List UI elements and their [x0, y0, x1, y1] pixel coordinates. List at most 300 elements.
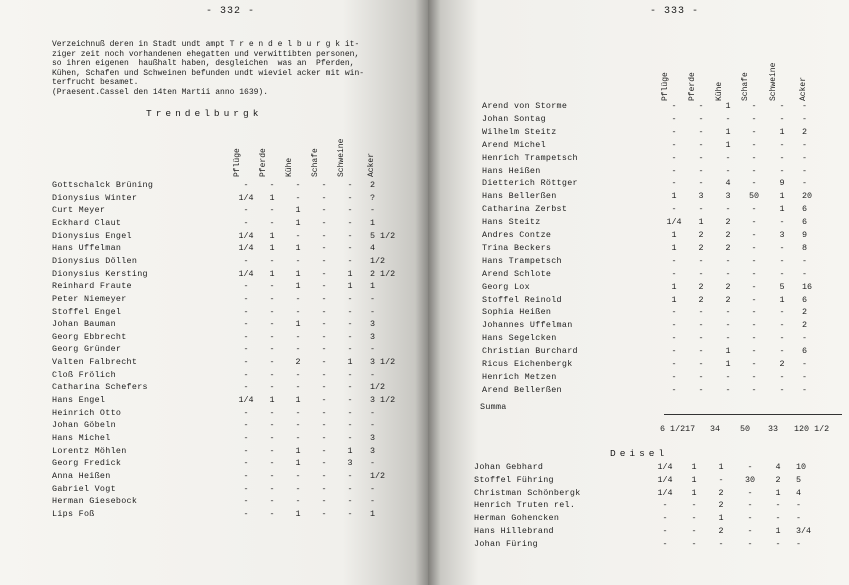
row-name: Lorentz Möhlen — [52, 445, 127, 456]
row-cell: 2 — [802, 320, 808, 331]
row-cell: 6 — [802, 294, 808, 305]
row-cell: 2 — [370, 180, 376, 190]
row-cell: - — [370, 306, 376, 317]
row-name: Dionysius Engel — [52, 230, 132, 241]
row-cell: 3 — [370, 445, 376, 456]
row-cell: - — [698, 307, 704, 318]
row-cell: - — [796, 513, 802, 524]
row-cell: 2 — [802, 307, 808, 318]
column-header: Kühe — [715, 81, 724, 101]
row-cell: - — [802, 333, 808, 344]
row-cell: - — [295, 306, 301, 317]
row-cell: 1 — [671, 230, 677, 240]
row-cell: 1 — [779, 191, 785, 202]
row-cell: 3 — [779, 230, 785, 240]
row-name: Curt Meyer — [52, 205, 106, 216]
row-cell: - — [321, 217, 327, 228]
row-cell: - — [671, 371, 677, 382]
row-name: Gabriel Vogt — [52, 483, 116, 494]
row-cell: - — [347, 433, 353, 443]
row-cell: - — [779, 139, 785, 150]
row-cell: - — [243, 483, 249, 494]
row-cell: 1 — [691, 487, 697, 498]
row-cell: 1 — [347, 445, 353, 456]
row-cell: 2 — [725, 242, 731, 253]
row-cell: 2 — [698, 242, 704, 253]
row-cell: - — [269, 217, 275, 228]
row-cell: 3 — [370, 319, 376, 330]
row-name: Catharina Zerbst — [482, 204, 568, 215]
row-cell: 6 — [802, 346, 808, 357]
row-cell: - — [269, 369, 275, 380]
row-cell: - — [269, 306, 275, 317]
row-cell: - — [747, 513, 753, 524]
row-cell: 1 — [775, 526, 781, 536]
intro-line: terfrucht besamet. — [52, 78, 139, 87]
row-cell: 1 — [671, 242, 677, 253]
row-cell: - — [370, 344, 376, 355]
row-cell: 1 — [295, 319, 301, 330]
row-cell: - — [321, 344, 327, 355]
row-cell: - — [370, 205, 376, 216]
row-cell: 1 — [295, 508, 301, 519]
row-cell: - — [725, 268, 731, 279]
row-cell: 16 — [802, 281, 813, 292]
row-name: Hans Heißen — [482, 165, 541, 176]
row-cell: 50 — [748, 191, 760, 202]
row-name: Dionysius Winter — [52, 192, 138, 203]
row-cell: - — [243, 319, 249, 330]
row-cell: - — [295, 470, 301, 481]
row-name: Stoffel Führing — [474, 474, 554, 485]
summa-label: Summa — [480, 402, 507, 412]
row-cell: 2 — [718, 487, 724, 498]
row-cell: 1 — [718, 513, 724, 524]
row-cell: 1 — [370, 508, 376, 519]
row-cell: - — [295, 255, 301, 266]
row-cell: - — [802, 268, 808, 279]
row-cell: 2 — [718, 526, 724, 536]
row-cell: - — [662, 526, 668, 536]
row-cell: 9 — [802, 230, 808, 240]
row-cell: - — [751, 346, 757, 357]
row-cell: - — [698, 268, 704, 279]
summa-value: 34 — [710, 424, 721, 434]
row-cell: - — [347, 331, 353, 342]
row-name: Reinhard Fraute — [52, 281, 132, 292]
row-cell: - — [347, 508, 353, 519]
row-name: Johan Göbeln — [52, 420, 116, 431]
row-cell: - — [779, 333, 785, 344]
row-cell: - — [698, 139, 704, 150]
row-cell: 1 — [775, 487, 781, 498]
row-cell: - — [321, 192, 327, 203]
row-cell: - — [321, 281, 327, 292]
row-cell: - — [698, 152, 704, 163]
row-cell: - — [671, 320, 677, 331]
row-name: Herman Giesebock — [52, 496, 138, 507]
column-header: Kühe — [285, 157, 294, 177]
row-cell: - — [269, 445, 275, 456]
row-cell: 3/4 — [796, 526, 812, 536]
row-cell: - — [751, 320, 757, 331]
row-cell: 3 1/2 — [370, 395, 396, 406]
row-cell: - — [698, 113, 704, 124]
row-cell: - — [243, 445, 249, 456]
row-cell: 5 1/2 — [370, 230, 396, 241]
row-cell: - — [747, 500, 753, 511]
row-cell: 8 — [802, 242, 808, 253]
row-cell: 1 — [718, 462, 724, 472]
row-cell: 1 — [295, 217, 301, 228]
column-header: Pflüge — [661, 72, 670, 101]
row-cell: - — [698, 126, 704, 137]
row-cell: - — [370, 420, 376, 431]
row-cell: 10 — [796, 462, 807, 472]
row-name: Arend Schlote — [482, 268, 552, 279]
row-cell: - — [751, 359, 757, 369]
row-name: Henrich Trampetsch — [482, 152, 578, 163]
row-cell: 2 — [698, 294, 704, 305]
row-cell: - — [698, 384, 704, 395]
row-cell: 1 — [295, 458, 301, 469]
row-cell: 3 — [347, 458, 353, 469]
row-cell: - — [295, 192, 301, 203]
row-cell: - — [347, 407, 353, 418]
row-cell: 1 — [295, 281, 301, 292]
row-cell: - — [671, 126, 677, 137]
row-cell: - — [347, 217, 353, 228]
row-cell: - — [321, 470, 327, 481]
row-name: Andres Contze — [482, 230, 552, 240]
column-header: Pferde — [259, 148, 268, 177]
row-name: Hans Michel — [52, 433, 111, 443]
row-name: Georg Gründer — [52, 344, 122, 355]
row-cell: - — [243, 306, 249, 317]
row-cell: 1 — [725, 126, 731, 137]
row-cell: - — [662, 538, 668, 549]
row-cell: - — [269, 483, 275, 494]
summa-value: 6 1/217 — [660, 424, 696, 434]
summa-value: 33 — [768, 424, 779, 434]
row-cell: - — [698, 371, 704, 382]
row-name: Hans Trampetsch — [482, 255, 562, 266]
row-cell: 2 — [698, 281, 704, 292]
row-cell: 2 — [725, 281, 731, 292]
row-cell: - — [243, 217, 249, 228]
row-cell: - — [321, 255, 327, 266]
row-cell: 4 — [775, 462, 781, 472]
row-cell: - — [243, 331, 249, 342]
row-cell: - — [269, 319, 275, 330]
row-name: Arend Bellerßen — [482, 384, 562, 395]
row-cell: - — [779, 165, 785, 176]
row-cell: - — [321, 508, 327, 519]
row-name: Ricus Eichenbergk — [482, 359, 573, 369]
row-cell: - — [671, 307, 677, 318]
row-cell: 1 — [370, 217, 376, 228]
row-name: Dionysius Kersting — [52, 268, 148, 279]
row-cell: 1/4 — [238, 268, 254, 279]
row-cell: - — [243, 293, 249, 304]
row-cell: - — [725, 255, 731, 266]
row-cell: - — [691, 526, 697, 536]
row-cell: - — [747, 487, 753, 498]
column-header: Schafe — [311, 148, 320, 177]
row-cell: - — [751, 268, 757, 279]
row-cell: - — [347, 192, 353, 203]
row-cell: 6 — [802, 217, 808, 228]
row-cell: - — [671, 101, 677, 111]
row-name: Henrich Metzen — [482, 371, 557, 382]
row-cell: 1 — [295, 243, 301, 254]
row-cell: - — [243, 420, 249, 431]
row-cell: - — [751, 101, 757, 111]
row-cell: - — [698, 178, 704, 189]
row-cell: - — [671, 139, 677, 150]
row-cell: - — [321, 433, 327, 443]
row-cell: - — [295, 331, 301, 342]
row-cell: - — [698, 346, 704, 357]
row-cell: - — [751, 371, 757, 382]
row-cell: - — [370, 483, 376, 494]
row-cell: 1 — [725, 359, 731, 369]
row-name: Hans Steitz — [482, 217, 541, 228]
row-cell: 2 — [725, 294, 731, 305]
row-cell: - — [779, 307, 785, 318]
row-cell: - — [802, 178, 808, 189]
row-name: Heinrich Otto — [52, 407, 122, 418]
row-cell: - — [269, 180, 275, 190]
row-cell: 5 — [796, 474, 802, 485]
row-cell: - — [751, 126, 757, 137]
row-cell: - — [751, 113, 757, 124]
row-cell: 1/4 — [238, 230, 254, 241]
row-cell: - — [243, 458, 249, 469]
row-cell: - — [269, 496, 275, 507]
intro-text — [52, 40, 402, 97]
row-cell: - — [295, 407, 301, 418]
row-cell: 1 — [295, 268, 301, 279]
row-name: Henrich Truten rel. — [474, 500, 576, 511]
row-cell: - — [751, 307, 757, 318]
row-name: Dietterich Röttger — [482, 178, 578, 189]
row-cell: - — [321, 230, 327, 241]
row-cell: - — [321, 319, 327, 330]
row-cell: - — [698, 204, 704, 215]
row-cell: - — [751, 255, 757, 266]
row-cell: - — [243, 508, 249, 519]
intro-line: (Praesent.Cassel den 14ten Martii anno 1639). — [52, 87, 269, 97]
row-cell: - — [751, 230, 757, 240]
row-cell: - — [269, 331, 275, 342]
intro-line: Kühen, Schafen und Schweinen befunden undt wieviel acker mit win- — [52, 68, 365, 78]
row-cell: ? — [370, 192, 376, 203]
row-cell: 3 1/2 — [370, 357, 396, 368]
row-cell: - — [725, 113, 731, 124]
row-cell: - — [802, 165, 808, 176]
row-name: Hans Bellerßen — [482, 191, 557, 202]
row-name: Georg Lox — [482, 281, 530, 292]
row-cell: - — [347, 496, 353, 507]
row-cell: - — [321, 407, 327, 418]
row-cell: - — [802, 371, 808, 382]
row-cell: - — [243, 382, 249, 393]
row-cell: 3 — [370, 331, 376, 342]
row-cell: 1 — [671, 191, 677, 202]
row-cell: - — [779, 242, 785, 253]
row-cell: 1 — [779, 204, 785, 215]
row-cell: - — [370, 458, 376, 469]
row-cell: - — [321, 268, 327, 279]
row-cell: - — [725, 307, 731, 318]
row-cell: - — [295, 433, 301, 443]
row-cell: - — [321, 369, 327, 380]
row-cell: - — [347, 420, 353, 431]
row-cell: - — [751, 204, 757, 215]
row-cell: - — [347, 319, 353, 330]
row-name: Herman Gohencken — [474, 513, 560, 524]
row-cell: - — [779, 320, 785, 331]
row-cell: 9 — [779, 178, 785, 189]
row-cell: 1 — [671, 294, 677, 305]
row-cell: 1 — [370, 281, 376, 292]
row-cell: - — [802, 139, 808, 150]
row-cell: 2 — [698, 230, 704, 240]
row-name: Hans Engel — [52, 395, 106, 406]
row-cell: 1 — [269, 192, 275, 203]
row-cell: - — [347, 293, 353, 304]
summa-rule — [664, 414, 842, 415]
row-name: Hans Hillebrand — [474, 526, 554, 536]
row-cell: 1/4 — [238, 395, 254, 406]
row-name: Arend von Storme — [482, 101, 568, 111]
row-cell: - — [321, 243, 327, 254]
row-cell: - — [747, 462, 753, 472]
row-cell: - — [269, 420, 275, 431]
row-cell: - — [347, 230, 353, 241]
row-cell: - — [269, 508, 275, 519]
row-cell: - — [321, 496, 327, 507]
row-cell: - — [751, 165, 757, 176]
row-cell: - — [725, 384, 731, 395]
row-cell: 1 — [269, 268, 275, 279]
row-cell: - — [751, 333, 757, 344]
row-cell: - — [671, 204, 677, 215]
row-cell: - — [269, 357, 275, 368]
row-cell: - — [671, 255, 677, 266]
row-cell: - — [725, 333, 731, 344]
row-cell: - — [671, 178, 677, 189]
row-cell: 1 — [269, 395, 275, 406]
intro-line: Verzeichnuß deren in Stadt undt ampt T r e n d e l b u r g k it- — [52, 40, 360, 49]
row-cell: - — [243, 281, 249, 292]
row-cell: - — [243, 369, 249, 380]
row-cell: 1/2 — [370, 470, 386, 481]
row-cell: - — [321, 458, 327, 469]
row-cell: - — [718, 538, 724, 549]
row-name: Georg Fredick — [52, 458, 122, 469]
row-cell: 4 — [796, 487, 802, 498]
row-cell: 1 — [347, 357, 353, 368]
page-number-right: - 333 - — [650, 6, 700, 17]
row-name: Arend Michel — [482, 139, 546, 150]
row-cell: 2 — [725, 217, 731, 228]
row-cell: - — [295, 293, 301, 304]
row-cell: 1/4 — [238, 243, 254, 254]
row-cell: - — [243, 470, 249, 481]
right-page — [428, 0, 849, 585]
row-cell: - — [698, 255, 704, 266]
row-cell: - — [775, 500, 781, 511]
row-cell: - — [295, 344, 301, 355]
row-cell: - — [269, 255, 275, 266]
row-cell: - — [347, 180, 353, 190]
place-heading-deisel: Deisel — [610, 448, 669, 459]
row-cell: - — [698, 165, 704, 176]
row-cell: - — [321, 483, 327, 494]
row-name: Wilhelm Steitz — [482, 126, 557, 137]
row-cell: - — [671, 333, 677, 344]
row-cell: - — [243, 205, 249, 216]
row-cell: 1 — [295, 445, 301, 456]
row-cell: - — [751, 384, 757, 395]
row-cell: 20 — [802, 191, 813, 202]
column-header: Acker — [367, 152, 376, 177]
row-cell: - — [321, 205, 327, 216]
row-cell: 1 — [295, 205, 301, 216]
summa-value: 50 — [740, 424, 751, 434]
row-cell: - — [269, 344, 275, 355]
row-name: Anna Heißen — [52, 470, 111, 481]
row-cell: - — [347, 344, 353, 355]
row-cell: - — [269, 470, 275, 481]
row-cell: - — [802, 255, 808, 266]
row-cell: - — [691, 513, 697, 524]
row-name: Dionysius Döllen — [52, 255, 138, 266]
row-cell: - — [243, 255, 249, 266]
row-cell: - — [295, 180, 301, 190]
row-name: Stoffel Reinold — [482, 294, 562, 305]
row-cell: - — [347, 205, 353, 216]
row-cell: 1 — [347, 281, 353, 292]
column-header: Pflüge — [233, 148, 242, 177]
row-cell: - — [243, 344, 249, 355]
row-cell: 1/4 — [657, 487, 673, 498]
row-cell: 2 — [775, 474, 781, 485]
row-cell: - — [779, 101, 785, 111]
row-cell: - — [779, 152, 785, 163]
row-cell: - — [802, 152, 808, 163]
row-cell: 1 — [779, 126, 785, 137]
row-cell: - — [751, 242, 757, 253]
row-cell: - — [321, 420, 327, 431]
row-name: Johan Sontag — [482, 113, 546, 124]
row-cell: - — [269, 293, 275, 304]
row-cell: 2 — [779, 359, 785, 369]
row-cell: 1 — [691, 474, 697, 485]
row-cell: - — [725, 204, 731, 215]
row-cell: - — [751, 178, 757, 189]
row-cell: - — [662, 513, 668, 524]
row-cell: - — [802, 101, 808, 111]
row-cell: 1 — [691, 462, 697, 472]
row-cell: 1 — [725, 139, 731, 150]
row-cell: - — [751, 281, 757, 292]
row-cell: 1 — [295, 395, 301, 406]
row-cell: 1 — [671, 281, 677, 292]
row-cell: - — [747, 526, 753, 536]
